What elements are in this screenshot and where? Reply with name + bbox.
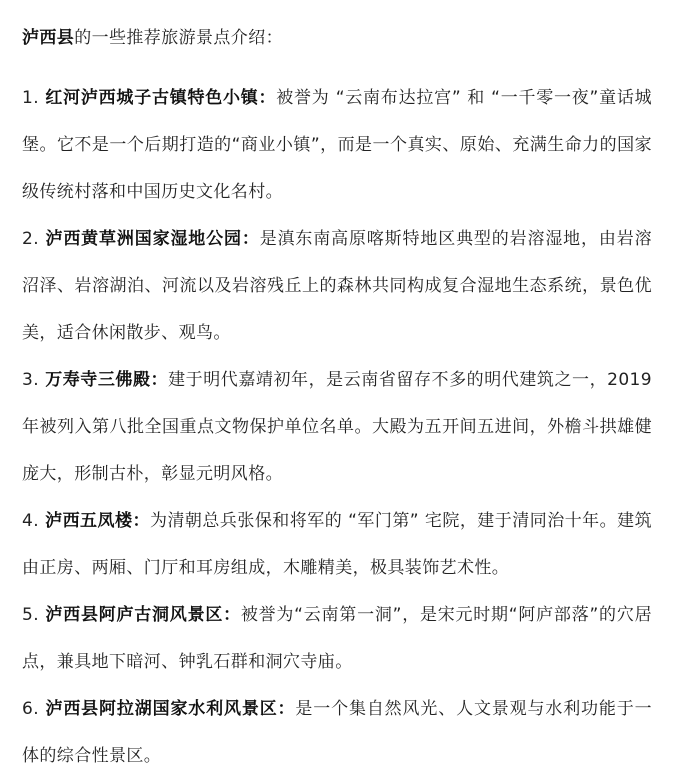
item-description: 是滇东南高原喀斯特地区典型的岩溶湿地，由岩溶沼泽、岩溶湖泊、河流以及岩溶残丘上的森林共同构成复合湿地生态系统，景色优美，适合休闲散步、观鸟。 — [22, 229, 652, 343]
list-item — [22, 592, 652, 686]
item-title: 泸西五凤楼： — [45, 511, 150, 531]
intro-paragraph — [22, 28, 652, 48]
item-number: 3. — [22, 370, 40, 390]
item-title: 红河泸西城子古镇特色小镇： — [45, 88, 277, 108]
item-title: 万寿寺三佛殿： — [45, 370, 169, 390]
item-title: 泸西黄草洲国家湿地公园： — [45, 229, 260, 249]
list-item — [22, 75, 652, 216]
item-number: 5. — [22, 605, 40, 625]
list-item — [22, 686, 652, 780]
item-title: 泸西县阿庐古洞风景区： — [45, 605, 241, 625]
item-description: 建于明代嘉靖初年，是云南省留存不多的明代建筑之一，2019年被列入第八批全国重点文物保护单位名单。大殿为五开间五进间，外檐斗拱雄健庞大，形制古朴，彰显元明风格。 — [22, 370, 652, 484]
item-number: 6. — [22, 699, 40, 719]
county-name: 泸西县 — [22, 28, 75, 48]
item-description: 为清朝总兵张保和将军的 “军门第” 宅院，建于清同治十年。建筑由正房、两厢、门厅和耳房组成，木雕精美，极具装饰艺术性。 — [22, 511, 652, 578]
item-description: 是一个集自然风光、人文景观与水利功能于一体的综合性景区。 — [22, 699, 653, 766]
item-number: 2. — [22, 229, 40, 249]
document-body — [22, 28, 652, 780]
intro-text: 的一些推荐旅游景点介绍： — [74, 28, 284, 48]
list-item — [22, 357, 652, 498]
list-item — [22, 216, 652, 357]
item-description: 被誉为“云南第一洞”，是宋元时期“阿庐部落”的穴居点，兼具地下暗河、钟乳石群和洞穴寺庙。 — [22, 605, 652, 672]
item-number: 4. — [22, 511, 40, 531]
item-number: 1. — [22, 88, 40, 108]
list-item — [22, 498, 652, 592]
item-title: 泸西县阿拉湖国家水利风景区： — [45, 699, 296, 719]
item-description: 被誉为 “云南布达拉宫” 和 “一千零一夜”童话城堡。它不是一个后期打造的“商业小镇”，而是一个真实、原始、充满生命力的国家级传统村落和中国历史文化名村。 — [22, 88, 652, 202]
